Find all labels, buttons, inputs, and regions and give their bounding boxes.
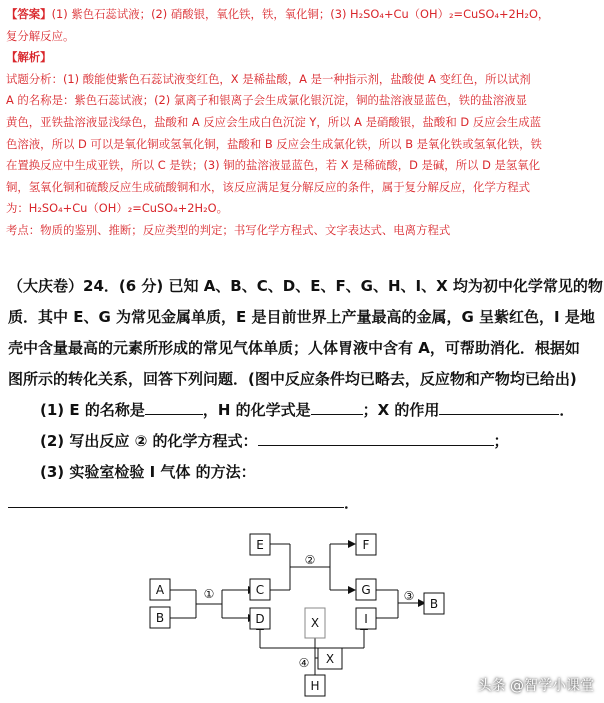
reaction-label-4: ④ (298, 656, 310, 670)
reaction-label-1: ① (203, 587, 215, 601)
node-label-e: E (256, 538, 264, 552)
q2-label: (2) 写出反应 ② 的化学方程式： (40, 432, 258, 450)
answer-blank-h[interactable] (311, 400, 363, 415)
analysis-line: 铜，氢氧化铜和硫酸反应生成硫酸铜和水，该反应满足复分解反应的条件，属于复分解反应，化学方程式 (6, 179, 530, 194)
node-label-f: F (362, 538, 370, 552)
answer-line (6, 4, 598, 26)
analysis-line: 在置换反应中生成亚铁，所以 C 是铁；(3) 铜的盐溶液显蓝色，若 X 是稀硫酸，D 是碱，所以 D 是氢氧化 (6, 158, 541, 173)
reaction-label-3: ③ (403, 589, 415, 603)
q1-end: ． (559, 401, 575, 419)
node-label-d: D (255, 612, 265, 626)
node-label-a: A (155, 583, 165, 597)
q1-label-x: ；X 的作用 (362, 401, 440, 419)
answer-line-2: 复分解反应。 (6, 28, 75, 43)
q1-label-e: (1) E 的名称是 (40, 401, 145, 419)
q1-label-h: ，H 的化学式是 (202, 401, 311, 419)
question-stem-line: 质．其中 E、G 为常见金属单质，E 是目前世界上产量最高的金属，G 呈紫红色，I 是地 (8, 308, 595, 326)
question-stem-line: 图所示的转化关系，回答下列问题．(图中反应条件均已略去，反应物和产物均已给出) (8, 370, 577, 388)
analysis-line: 为：H₂SO₄+Cu（OH）₂=CuSO₄+2H₂O。 (6, 201, 229, 216)
sub-question-1 (8, 395, 600, 426)
answer-text: (1) 紫色石蕊试液；(2) 硝酸银，氧化铁，铁，氧化铜；(3) H₂SO₄+Cu（OH）₂=CuSO₄+2H₂O， (51, 7, 550, 21)
sub-question-3 (8, 457, 600, 488)
answer-blank-e[interactable] (145, 400, 203, 415)
question-block (8, 271, 603, 519)
answer-blank-equation[interactable] (258, 431, 494, 446)
analysis-line: A 的名称是：紫色石蕊试液；(2) 氯离子和银离子会生成氯化银沉淀，铜的盐溶液显蓝色，铁的盐溶液显 (6, 93, 527, 108)
analysis-line: 色溶液，所以 D 可以是氧化铜或氢氧化铜，盐酸和 B 反应会生成氯化铁，所以 B 是氧化铁或氢氧化铁，铁 (6, 136, 542, 151)
reaction-label-2: ② (304, 553, 316, 567)
node-label-h: H (310, 679, 320, 693)
answer-analysis-block (6, 4, 598, 242)
analysis-tag: 【解析】 (6, 50, 52, 65)
sub-question-2 (8, 426, 600, 457)
node-label-x-upper: X (310, 616, 320, 630)
q3-end: ． (344, 494, 360, 512)
node-label-b: B (155, 611, 165, 625)
node-label-c: C (255, 583, 265, 597)
sub-question-3-answer-line (8, 488, 600, 519)
q2-end: ； (493, 432, 509, 450)
node-label-i: I (364, 612, 368, 626)
q3-label: (3) 实验室检验 I 气体 的方法： (40, 463, 256, 481)
node-label-x-lower: X (325, 652, 335, 666)
answer-blank-test-method[interactable] (8, 493, 344, 508)
node-label-b-product: B (429, 597, 439, 611)
answer-tag: 【答案】 (6, 7, 52, 21)
analysis-line: 黄色，亚铁盐溶液显浅绿色，盐酸和 A 反应会生成白色沉淀 Y，所以 A 是硝酸银，盐酸和 D 反应会生成蓝 (6, 114, 542, 129)
node-label-g: G (361, 583, 371, 597)
watermark: 头条 @智学小课堂 (477, 678, 594, 694)
question-stem-line: 壳中含量最高的元素所形成的常见气体单质；人体胃液中含有 A，可帮助消化．根据如 (8, 339, 580, 357)
analysis-line: 试题分析：(1) 酸能使紫色石蕊试液变红色，X 是稀盐酸，A 是一种指示剂，盐酸使 A 变红色，所以试剂 (6, 71, 531, 86)
question-stem-line: （大庆卷）24．(6 分) 已知 A、B、C、D、E、F、G、H、I、X 均为初中化学常见的物 (8, 277, 603, 295)
answer-blank-x[interactable] (439, 400, 559, 415)
knowledge-point-line: 考点：物质的鉴别、推断；反应类型的判定；书写化学方程式、文字表达式、电离方程式 (6, 222, 451, 237)
